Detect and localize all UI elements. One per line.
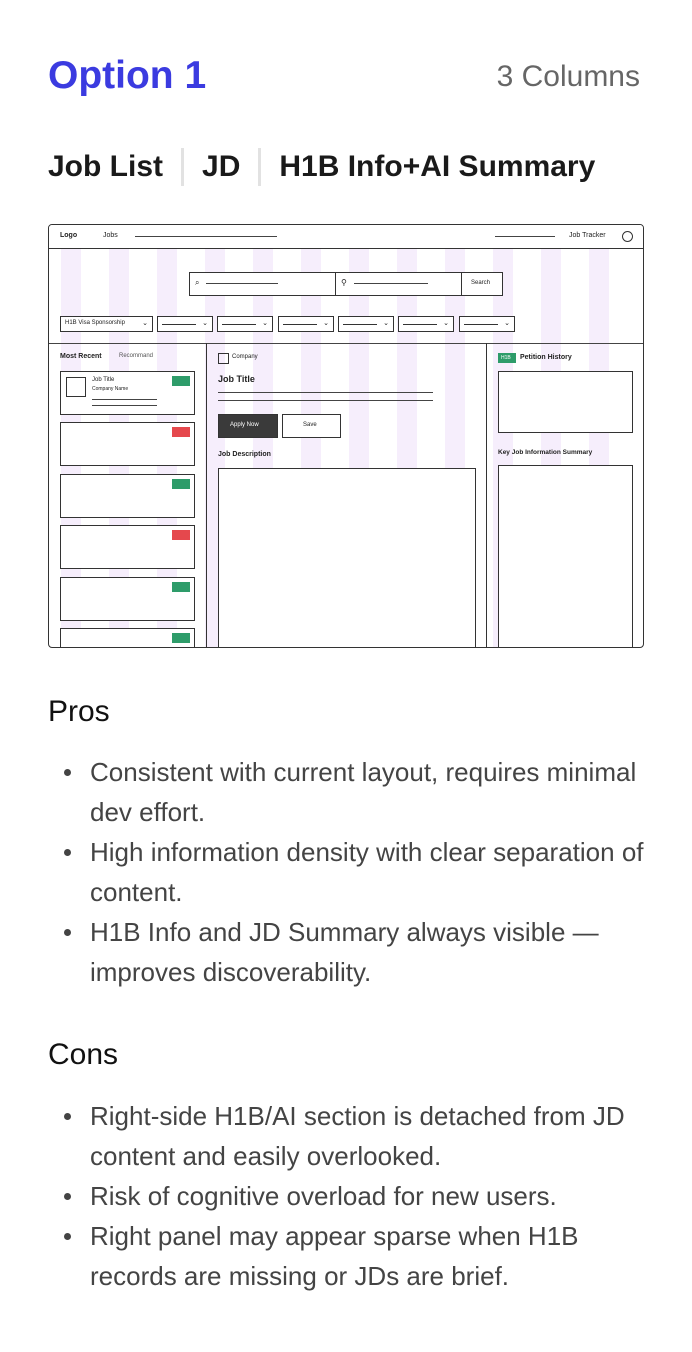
- wf-filter: [338, 316, 394, 332]
- h1b-flag-green: [172, 376, 190, 386]
- list-item: H1B Info and JD Summary always visible — improves discoverability.: [62, 912, 652, 992]
- wf-filter: [278, 316, 334, 332]
- wf-tab-most-recent: Most Recent: [60, 353, 102, 360]
- list-item: Right-side H1B/AI section is detached from JD content and easily overlooked.: [62, 1096, 652, 1176]
- wf-search-bar: [189, 272, 503, 296]
- chevron-down-icon: ⌄: [202, 320, 208, 327]
- list-item: High information density with clear separation of content.: [62, 832, 652, 912]
- wf-save-button: Save: [282, 414, 341, 438]
- company-logo-placeholder: [66, 377, 86, 397]
- list-item: Consistent with current layout, requires minimal dev effort.: [62, 752, 652, 832]
- list-item: Risk of cognitive overload for new users.: [62, 1176, 652, 1216]
- wf-search-button: Search: [471, 280, 491, 286]
- cons-heading: Cons: [48, 1038, 119, 1071]
- wf-job-card: [60, 628, 195, 648]
- wf-jd-body: [218, 468, 476, 648]
- pros-heading: Pros: [48, 695, 110, 728]
- checkbox-icon: [218, 353, 229, 364]
- wf-key-summary: Key Job Information Summary: [498, 449, 593, 456]
- column-label-job-list: Job List: [48, 150, 164, 183]
- h1b-flag-green: [172, 633, 190, 643]
- wf-petition-history: Petition History: [520, 354, 572, 361]
- wf-jd-title: Job Title: [218, 374, 255, 384]
- wf-job-card: [60, 474, 195, 518]
- h1b-flag-green: [172, 582, 190, 592]
- h1b-flag-green: [172, 479, 190, 489]
- wf-filter: [217, 316, 273, 332]
- wf-summary-box: [498, 465, 633, 648]
- wf-avatar-icon: [622, 231, 633, 242]
- h1b-flag-red: [172, 427, 190, 437]
- h1b-badge: H1B: [498, 353, 516, 363]
- wf-logo: Logo: [60, 232, 78, 239]
- location-pin-icon: ⚲: [341, 278, 347, 287]
- wf-filter: [398, 316, 454, 332]
- search-icon: ⌕: [195, 278, 200, 287]
- wf-nav-jobs: Jobs: [103, 232, 118, 239]
- column-label-jd: JD: [202, 150, 241, 183]
- chevron-down-icon: ⌄: [504, 320, 510, 327]
- wf-filter-h1b: H1B Visa Sponsorship ⌄: [60, 316, 153, 332]
- chevron-down-icon: ⌄: [142, 320, 148, 327]
- wf-filter: [459, 316, 515, 332]
- wf-jd-heading: Job Description: [218, 451, 271, 458]
- divider: [258, 148, 261, 186]
- list-item: Right panel may appear sparse when H1B records are missing or JDs are brief.: [62, 1216, 652, 1296]
- wf-job-card: [60, 422, 195, 466]
- wf-apply-button: Apply Now: [218, 414, 278, 438]
- wf-job-card: [60, 577, 195, 621]
- wf-job-card: Job Title Company Name: [60, 371, 195, 415]
- chevron-down-icon: ⌄: [262, 320, 268, 327]
- wf-company-label: Company: [232, 354, 258, 360]
- cons-list: [62, 1096, 652, 1296]
- chevron-down-icon: ⌄: [323, 320, 329, 327]
- option-title: Option 1: [48, 54, 207, 97]
- column-label-h1b-ai: H1B Info+AI Summary: [279, 150, 596, 183]
- pros-list: [62, 752, 652, 992]
- divider: [181, 148, 184, 186]
- wireframe-preview: [48, 224, 644, 648]
- wf-tab-recommend: Recommand: [119, 353, 154, 359]
- chevron-down-icon: ⌄: [443, 320, 449, 327]
- chevron-down-icon: ⌄: [383, 320, 389, 327]
- wf-filter: [157, 316, 213, 332]
- wf-job-card: [60, 525, 195, 569]
- wf-petition-box: [498, 371, 633, 433]
- column-labels: [48, 148, 595, 186]
- h1b-flag-red: [172, 530, 190, 540]
- wf-navbar: [49, 225, 643, 249]
- wf-job-tracker: Job Tracker: [569, 232, 606, 239]
- columns-label: 3 Columns: [496, 60, 640, 93]
